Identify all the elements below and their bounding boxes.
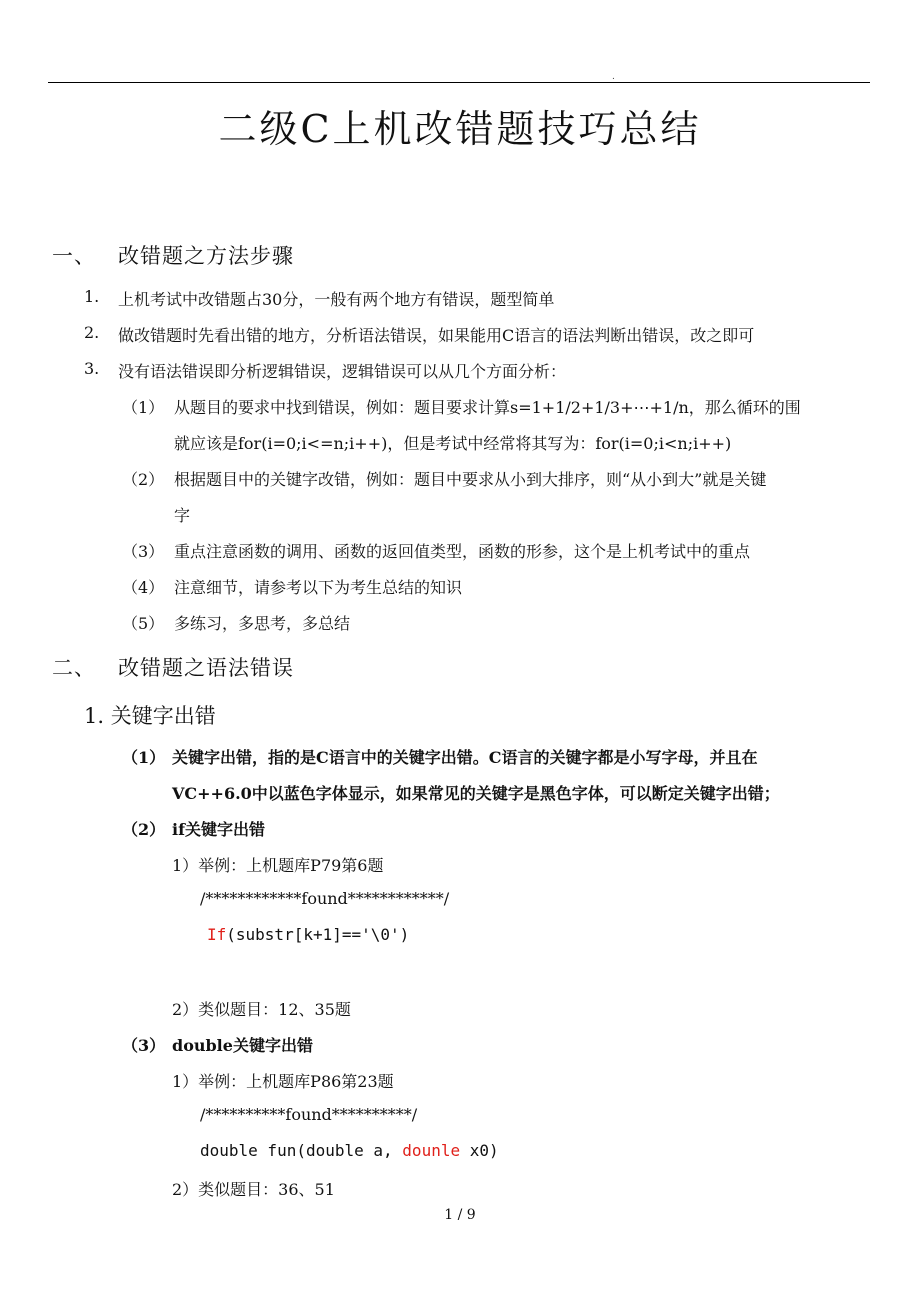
subitem1-number: （1）: [122, 398, 165, 417]
para2-found-comment: /************found************/: [200, 889, 450, 908]
subitem2-line1: 根据题目中的关键字改错，例如：题目中要求从小到大排序，则“从小到大”就是关键: [174, 470, 767, 489]
subitem3-number: （3）: [122, 542, 165, 561]
section1-number: 一、: [52, 244, 96, 268]
section2-heading: 改错题之语法错误: [118, 656, 294, 680]
subitem5-text: 多练习，多思考，多总结: [174, 614, 351, 633]
page-number: 1 / 9: [444, 1207, 476, 1223]
subitem1-line2: 就应该是for(i=0;i<=n;i++)，但是考试中经常将其写为：for(i=0;i<n;i++): [174, 434, 732, 453]
item1-text: 上机考试中改错题占30分，一般有两个地方有错误，题型简单: [118, 290, 555, 309]
para2-similar: 2）类似题目：12、35题: [172, 1000, 351, 1019]
para3-code-line: [200, 1141, 499, 1160]
item2-text: 做改错题时先看出错的地方，分析语法错误，如果能用C语言的语法判断出错误，改之即可: [118, 326, 755, 345]
para2-code-line: [207, 925, 409, 944]
item2-number: 2.: [84, 323, 100, 342]
para1-line1: 关键字出错，指的是C语言中的关键字出错。C语言的关键字都是小写字母，并且在: [172, 748, 758, 767]
subitem5-number: （5）: [122, 614, 165, 633]
subitem3-text: 重点注意函数的调用、函数的返回值类型，函数的形参，这个是上机考试中的重点: [174, 542, 751, 561]
item3-number: 3.: [84, 359, 100, 378]
para2-example: 1）举例：上机题库P79第6题: [172, 856, 384, 875]
subitem4-number: （4）: [122, 578, 165, 597]
para2-heading: if关键字出错: [172, 820, 265, 839]
code-prefix: double fun(double a,: [200, 1141, 403, 1160]
header-dot: .: [612, 72, 615, 82]
page-title: 二级C上机改错题技巧总结: [218, 107, 702, 151]
para1-line2: VC++6.0中以蓝色字体显示，如果常见的关键字是黑色字体，可以断定关键字出错；: [172, 784, 780, 803]
para2-number: （2）: [122, 820, 166, 839]
error-keyword: If: [207, 925, 227, 944]
para3-heading: double关键字出错: [172, 1036, 313, 1055]
section2-number: 二、: [52, 656, 96, 680]
item1-number: 1.: [84, 287, 100, 306]
para3-number: （3）: [122, 1036, 166, 1055]
para3-similar: 2）类似题目：36、51: [172, 1180, 335, 1199]
subitem2-line2: 字: [174, 506, 191, 525]
header-rule: [48, 82, 870, 83]
para3-found-comment: /**********found**********/: [200, 1105, 418, 1124]
item3-text: 没有语法错误即分析逻辑错误，逻辑错误可以从几个方面分析：: [118, 362, 567, 381]
subsection1-heading: 1. 关键字出错: [84, 704, 216, 728]
subitem2-number: （2）: [122, 470, 165, 489]
section1-heading: 改错题之方法步骤: [118, 244, 294, 268]
code-rest: (substr[k+1]=='\0'): [226, 925, 410, 944]
para1-number: （1）: [122, 748, 166, 767]
subitem1-line1: 从题目的要求中找到错误，例如：题目要求计算s=1+1/2+1/3+⋯+1/n，那么循环的围: [174, 398, 801, 417]
error-keyword: dounle: [402, 1141, 461, 1160]
subitem4-text: 注意细节，请参考以下为考生总结的知识: [174, 578, 463, 597]
para3-example: 1）举例：上机题库P86第23题: [172, 1072, 394, 1091]
code-suffix: x0): [460, 1141, 499, 1160]
